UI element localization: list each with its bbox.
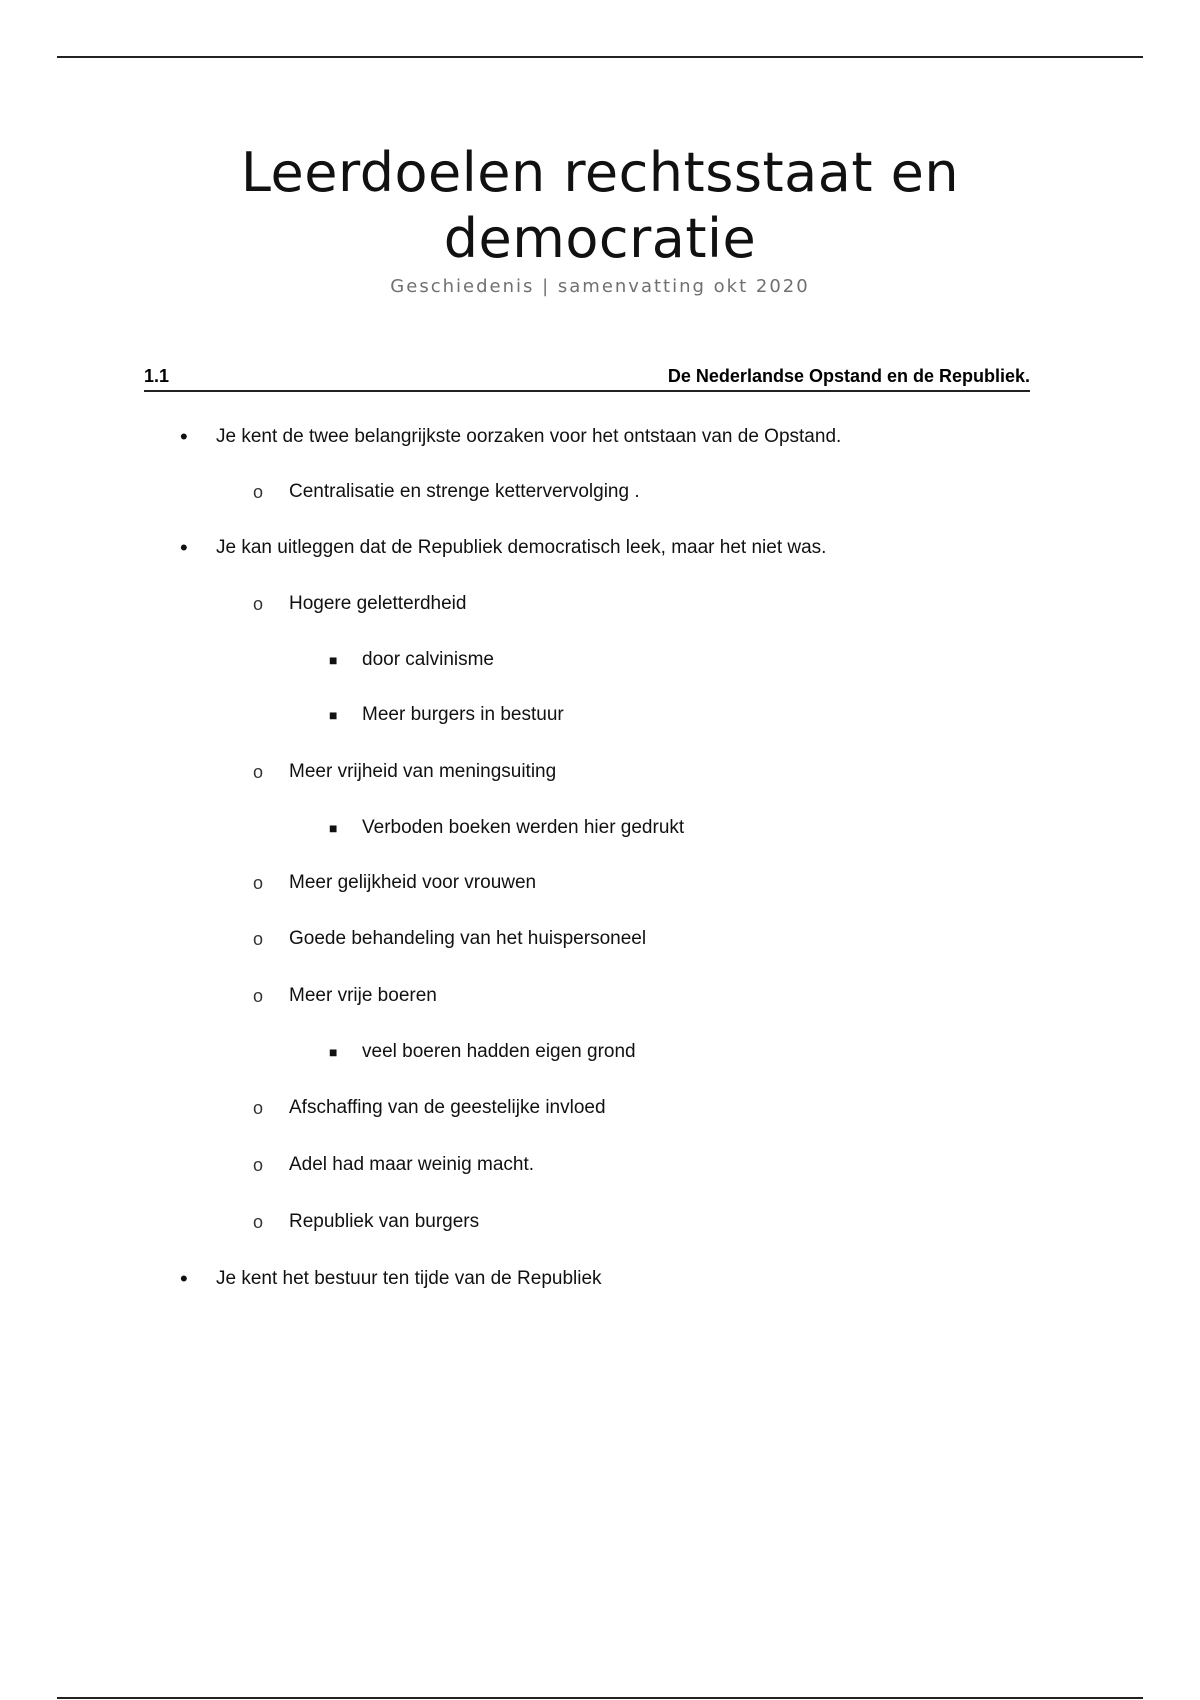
list-item-text: Meer vrijheid van meningsuiting (289, 761, 557, 782)
list-item (329, 813, 685, 843)
list-item (180, 533, 827, 563)
list-item (180, 1264, 602, 1294)
bullet-marker: • (180, 1266, 188, 1291)
section-title: De Nederlandse Opstand en de Republiek. (667, 366, 1030, 386)
document-subtitle: Geschiedenis | samenvatting okt 2020 (390, 276, 810, 297)
circle-marker: o (253, 1155, 264, 1175)
list-item-text: Meer vrije boeren (289, 985, 437, 1006)
list-item-text: Adel had maar weinig macht. (289, 1154, 535, 1175)
section-heading (144, 366, 1030, 392)
list-item-text: Meer gelijkheid voor vrouwen (289, 872, 537, 893)
list-item (253, 1207, 480, 1237)
list-item (253, 477, 640, 507)
circle-marker: o (253, 929, 264, 949)
list-item (329, 1037, 636, 1067)
circle-marker: o (253, 1098, 264, 1118)
list-item (253, 868, 537, 898)
list-item (253, 981, 437, 1011)
list-item-text: Republiek van burgers (289, 1211, 480, 1232)
list-item (253, 1093, 606, 1123)
list-item (329, 700, 564, 730)
bottom-rule (57, 1697, 1143, 1699)
circle-marker: o (253, 986, 264, 1006)
circle-marker: o (253, 594, 264, 614)
section-number: 1.1 (144, 366, 170, 386)
list-item (253, 757, 557, 787)
list-item-text: Centralisatie en strenge kettervervolging . (289, 481, 640, 502)
square-marker: ■ (329, 652, 338, 668)
top-rule (57, 56, 1143, 58)
document-title (0, 140, 1200, 272)
bullet-marker: • (180, 535, 188, 560)
circle-marker: o (253, 873, 264, 893)
list-item-text: veel boeren hadden eigen grond (362, 1041, 636, 1062)
list-item-text: Je kan uitleggen dat de Republiek democratisch leek, maar het niet was. (216, 537, 827, 558)
list-item (329, 645, 494, 675)
circle-marker: o (253, 1212, 264, 1232)
circle-marker: o (253, 762, 264, 782)
square-marker: ■ (329, 820, 338, 836)
list-item-text: Je kent de twee belangrijkste oorzaken voor het ontstaan van de Opstand. (216, 426, 842, 447)
square-marker: ■ (329, 707, 338, 723)
circle-marker: o (253, 482, 264, 502)
list-item-text: Je kent het bestuur ten tijde van de Republiek (216, 1268, 602, 1289)
square-marker: ■ (329, 1044, 338, 1060)
list-item (253, 1150, 535, 1180)
list-item-text: Meer burgers in bestuur (362, 704, 564, 725)
list-item (180, 422, 842, 452)
list-item-text: door calvinisme (362, 649, 494, 670)
title-line-2: democratie (443, 207, 757, 270)
list-item-text: Afschaffing van de geestelijke invloed (289, 1097, 606, 1118)
list-item-text: Hogere geletterdheid (289, 593, 467, 614)
list-item (253, 924, 647, 954)
list-item (253, 589, 467, 619)
list-item-text: Goede behandeling van het huispersoneel (289, 928, 647, 949)
title-line-1: Leerdoelen rechtsstaat en (240, 141, 960, 204)
list-item-text: Verboden boeken werden hier gedrukt (362, 817, 685, 838)
bullet-marker: • (180, 424, 188, 449)
